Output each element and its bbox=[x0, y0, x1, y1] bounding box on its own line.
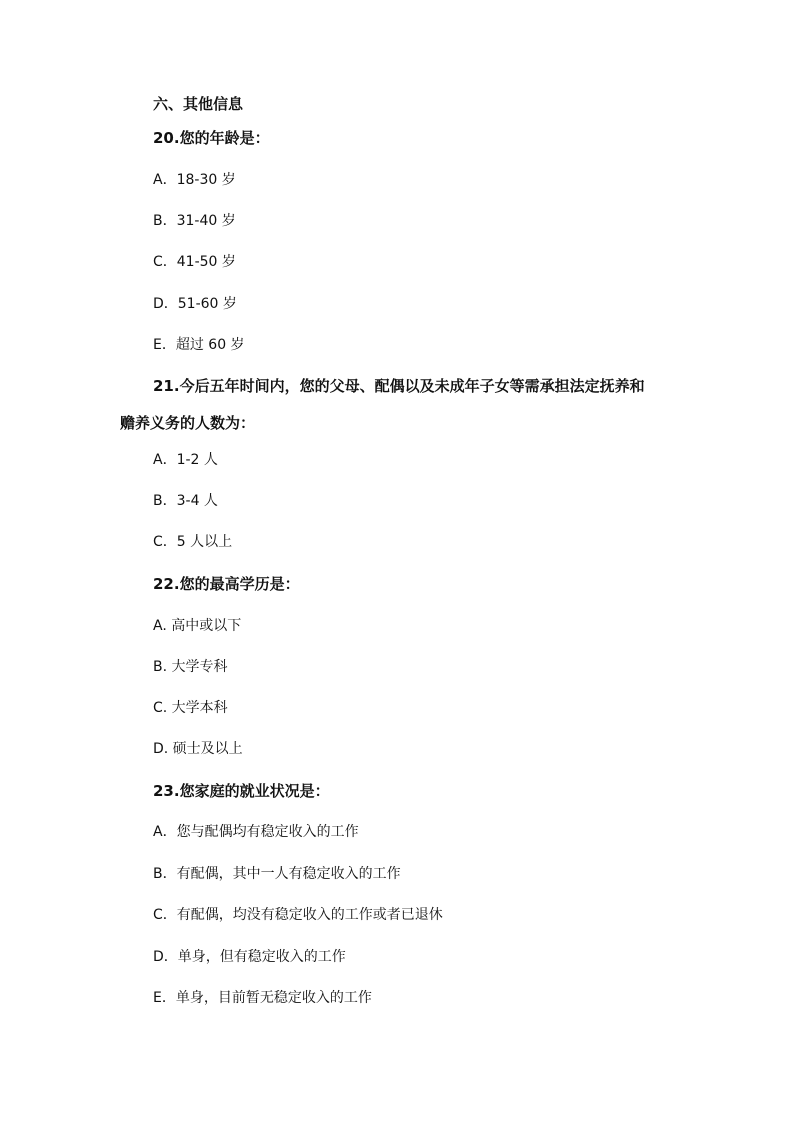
question-21-text-line2: 赡养义务的人数为： bbox=[120, 414, 256, 432]
question-23-option-c: C．有配偶，均没有稳定收入的工作或者已退休 bbox=[153, 907, 443, 923]
question-21-text-line1: 21.今后五年时间内，您的父母、配偶以及未成年子女等需承担法定抚养和 bbox=[153, 377, 645, 395]
question-22-option-d: D. 硕士及以上 bbox=[153, 741, 243, 757]
question-20-option-c: C．41-50 岁 bbox=[153, 254, 236, 270]
question-23-option-b: B．有配偶，其中一人有稳定收入的工作 bbox=[153, 866, 401, 882]
question-21-option-a: A．1-2 人 bbox=[153, 452, 218, 468]
question-22-option-b: B. 大学专科 bbox=[153, 659, 228, 675]
question-21-option-b: B．3-4 人 bbox=[153, 493, 218, 509]
question-22-text: 22.您的最高学历是： bbox=[153, 575, 300, 593]
question-20-option-d: D．51-60 岁 bbox=[153, 296, 237, 312]
question-21-option-c: C．5 人以上 bbox=[153, 534, 233, 550]
question-23-option-d: D．单身，但有稳定收入的工作 bbox=[153, 949, 346, 965]
question-20-option-a: A．18-30 岁 bbox=[153, 172, 236, 188]
question-23-option-e: E．单身，目前暂无稳定收入的工作 bbox=[153, 990, 372, 1006]
question-20-text: 20.您的年龄是： bbox=[153, 129, 270, 147]
question-22-option-c: C. 大学本科 bbox=[153, 700, 228, 716]
section-title: 六、其他信息 bbox=[153, 95, 244, 113]
question-22-option-a: A. 高中或以下 bbox=[153, 618, 242, 634]
question-23-option-a: A．您与配偶均有稳定收入的工作 bbox=[153, 824, 359, 840]
question-23-text: 23.您家庭的就业状况是： bbox=[153, 782, 330, 800]
question-20-option-b: B．31-40 岁 bbox=[153, 213, 236, 229]
question-20-option-e: E．超过 60 岁 bbox=[153, 337, 245, 353]
